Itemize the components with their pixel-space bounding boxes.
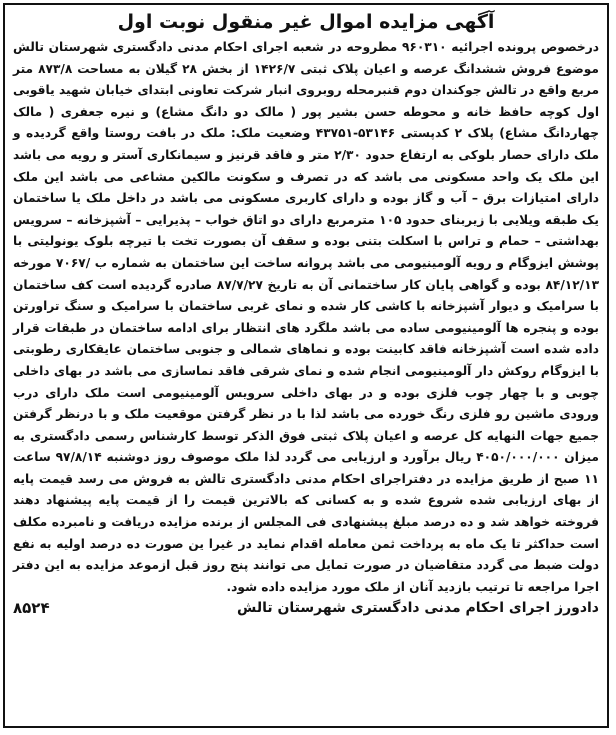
notice-footer <box>13 598 599 618</box>
auction-notice <box>3 3 609 728</box>
notice-code: ۸۵۲۴ <box>13 599 50 618</box>
notice-title: آگهی مزایده اموال غیر منقول نوبت اول <box>117 11 495 33</box>
notice-body: درخصوص پرونده اجرائیه ۹۶۰۳۱۰ مطروحه در شعبه اجرای احکام مدنی دادگستری شهرستان تالش موضوع فروش ششدانگ عرصه و اعیان پلاک ثبتی ۱۴۲۶/۷ از بخش ۲۸ گیلان به مساحت ۸۷۳/۸ متر مربع واقع در تالش جوکندان دوم قنبرمحله روبروی انبار شرکت تعاونی ابتدای خیابان شهید یاقوبی اول کوچه حافظ خانه و محوطه حسن بشیر پور ( مالک دو دانگ مشاع) و نیره جعفری ( مالک چهاردانگ مشاع) پلاک ۲ کدپستی ۵۳۱۴۶-۴۳۷۵۱ وضعیت ملک: ملک در بافت روستا واقع گردیده و ملک دارای حصار بلوکی به ارتفاع حدود ۲/۳۰ متر و فاقد قرنیز و سیمانکاری آستر و رویه می باشد این ملک یک واحد مسکونی می باشد که در تصرف و سکونت مالکین مشاعی می باشد این ملک دارای امتیازات برق – آب و گاز بوده و دارای کاربری مسکونی می باشد در داخل ملک یا ساختمان یک طبقه ویلایی با زیربنای حدود ۱۰۵ مترمربع دارای دو اتاق خواب – پذیرایی – آشپزخانه – سرویس بهداشتی – حمام و تراس با اسکلت بتنی بوده و سقف آن بصورت تخت با تیرچه بلوک یونولیتی با پوشش ایزوگام و رویه آلومینیومی می باشد پروانه ساخت این ساختمان به شماره ب /۷۰۶۷ مورخه ۸۴/۱۲/۱۳ بوده و گواهی پایان کار ساختمانی آن به تاریخ ۸۷/۷/۲۷ صادره گردیده است کف ساختمان با سرامیک و دیوار آشپزخانه با کاشی کار شده و نمای غربی ساختمان با سرامیک و سنگ تراورتن بوده و پنجره ها آلومینیومی ساده می باشد ملگرد های انتظار برای ادامه ساختمان در طبقات قرار داده شده است آشپزخانه فاقد کابینت بوده و نماهای شمالی و جنوبی ساختمان عایقکاری رطوبتی با ایزوگام روکش دار آلومینیومی انجام شده و نمای شرقی فاقد نماسازی می باشد در بهای داخلی چوبی و با چهار چوب فلزی بوده و در بهای داخلی سرویس آلومینیومی است ملک دارای درب ورودی ماشین رو فلزی رنگ خورده می باشد لذا با در نظر گرفتن موقعیت ملک و با درنظر گرفتن جمیع جهات النهایه کل عرصه و اعیان پلاک ثبتی فوق الذکر توسط کارشناس رسمی دادگستری به میزان ۴۰۵۰/۰۰۰/۰۰۰ ریال برآورد و ارزیابی می گردد لذا ملک موصوف روز دوشنبه ۹۷/۸/۱۴ ساعت ۱۱ صبح از طریق مزایده در دفتراجرای احکام مدنی دادگستری تالش به فروش می رسد قیمت پایه از بهای ارزیابی شده شروع شده و به کسانی که بالاترین قیمت را از قیمت پایه پیشنهاد دهند فروخته خواهد شد و ده درصد مبلغ پیشنهادی فی المجلس از برنده مزایده دریافت و نامبرده مکلف است حداکثر تا یک ماه به پرداخت ثمن معامله اقدام نماید در غیرا ین صورت ده درصد اولیه به نفع دولت ضبط می گردد متقاضیان در صورت تمایل می توانند پنج روز قبل ازموعد مزایده به این دفتر اجرا مراجعه تا ترتیب بازدید آنان از ملک مورد مزایده داده شود. <box>13 40 600 594</box>
notice-signature: دادورز اجرای احکام مدنی دادگستری شهرستان تالش <box>237 600 599 617</box>
